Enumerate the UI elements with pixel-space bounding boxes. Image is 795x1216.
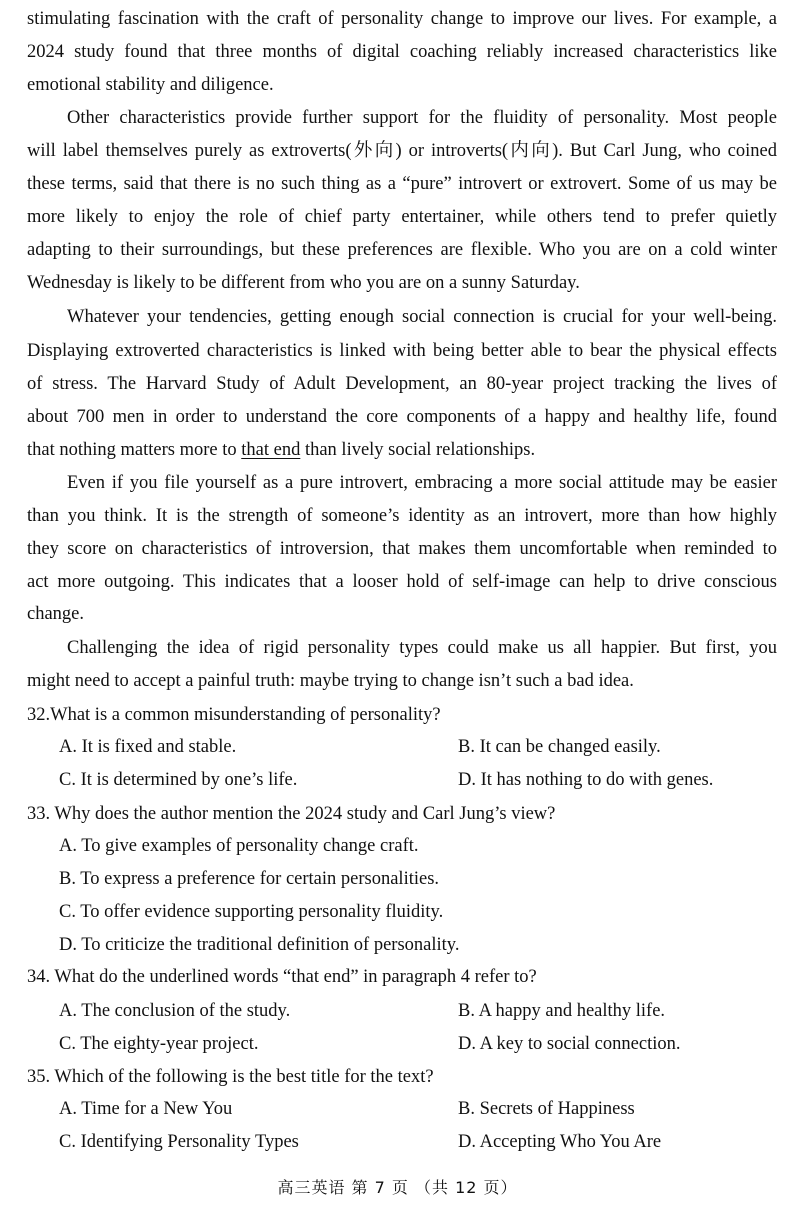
passage-line: than you think. It is the strength of someone’s identity as an introvert, more than how highly	[27, 506, 777, 526]
passage-line: stimulating fascination with the craft of personality change to improve our lives. For example, a	[27, 9, 777, 29]
underlined-phrase: that end	[241, 440, 301, 460]
passage-line: Other characteristics provide further support for the fluidity of personality. Most people	[67, 108, 777, 128]
question-35-option-c: C. Identifying Personality Types	[59, 1132, 299, 1152]
passage-line: Challenging the idea of rigid personality types could make us all happier. But first, you	[67, 638, 777, 658]
question-35-stem: 35. Which of the following is the best title for the text?	[27, 1067, 434, 1087]
question-35-option-a: A. Time for a New You	[59, 1099, 233, 1119]
question-33-stem: 33. Why does the author mention the 2024 study and Carl Jung’s view?	[27, 804, 556, 824]
question-32-option-a: A. It is fixed and stable.	[59, 737, 237, 757]
passage-line: Displaying extroverted characteristics is linked with being better able to bear the physical effects	[27, 341, 777, 361]
passage-line: they score on characteristics of introversion, that makes them uncomfortable when reminded to	[27, 539, 777, 559]
question-33-option-a: A. To give examples of personality change craft.	[59, 836, 419, 856]
passage-line: about 700 men in order to understand the core components of a happy and healthy life, found	[27, 407, 777, 427]
question-32-stem: 32.What is a common misunderstanding of personality?	[27, 705, 441, 725]
question-32-option-b: B. It can be changed easily.	[458, 737, 661, 757]
passage-line: these terms, said that there is no such thing as a “pure” introvert or extrovert. Some of us may be	[27, 174, 777, 194]
passage-line: emotional stability and diligence.	[27, 75, 274, 95]
page-footer: 高三英语 第 7 页 （共 12 页）	[277, 1178, 518, 1197]
question-35-option-d: D. Accepting Who You Are	[458, 1132, 662, 1152]
passage-line: 2024 study found that three months of digital coaching reliably increased characteristics like	[27, 42, 777, 62]
passage-line: will label themselves purely as extroverts(外向) or introverts(内向). But Carl Jung, who coined	[27, 141, 777, 161]
question-34-option-c: C. The eighty-year project.	[59, 1034, 259, 1054]
passage-line: adapting to their surroundings, but these preferences are flexible. Who you are on a cold winter	[27, 240, 777, 260]
question-34-option-b: B. A happy and healthy life.	[458, 1001, 666, 1021]
question-33-option-c: C. To offer evidence supporting personality fluidity.	[59, 902, 444, 922]
passage-line: Wednesday is likely to be different from who you are on a sunny Saturday.	[27, 273, 580, 293]
question-35-option-b: B. Secrets of Happiness	[458, 1099, 635, 1119]
passage-text: that nothing matters more to	[27, 440, 242, 460]
question-34-stem: 34. What do the underlined words “that end” in paragraph 4 refer to?	[27, 967, 537, 987]
passage-line: of stress. The Harvard Study of Adult Development, an 80-year project tracking the lives of	[27, 374, 777, 394]
question-32-option-c: C. It is determined by one’s life.	[59, 770, 298, 790]
passage-line: Whatever your tendencies, getting enough social connection is crucial for your well-being.	[67, 307, 777, 327]
passage-line: Even if you file yourself as a pure introvert, embracing a more social attitude may be easier	[67, 473, 777, 493]
question-34-option-d: D. A key to social connection.	[458, 1034, 681, 1054]
question-32-option-d: D. It has nothing to do with genes.	[458, 770, 714, 790]
question-33-option-d: D. To criticize the traditional definition of personality.	[59, 935, 460, 955]
question-34-option-a: A. The conclusion of the study.	[59, 1001, 291, 1021]
passage-line: more likely to enjoy the role of chief party entertainer, while others tend to prefer quietly	[27, 207, 777, 227]
question-33-option-b: B. To express a preference for certain personalities.	[59, 869, 440, 889]
passage-line: might need to accept a painful truth: maybe trying to change isn’t such a bad idea.	[27, 671, 634, 691]
passage-line	[27, 439, 777, 461]
passage-line: change.	[27, 604, 85, 624]
passage-line: act more outgoing. This indicates that a looser hold of self-image can help to drive conscious	[27, 572, 777, 592]
passage-text: than lively social relationships.	[300, 440, 536, 460]
